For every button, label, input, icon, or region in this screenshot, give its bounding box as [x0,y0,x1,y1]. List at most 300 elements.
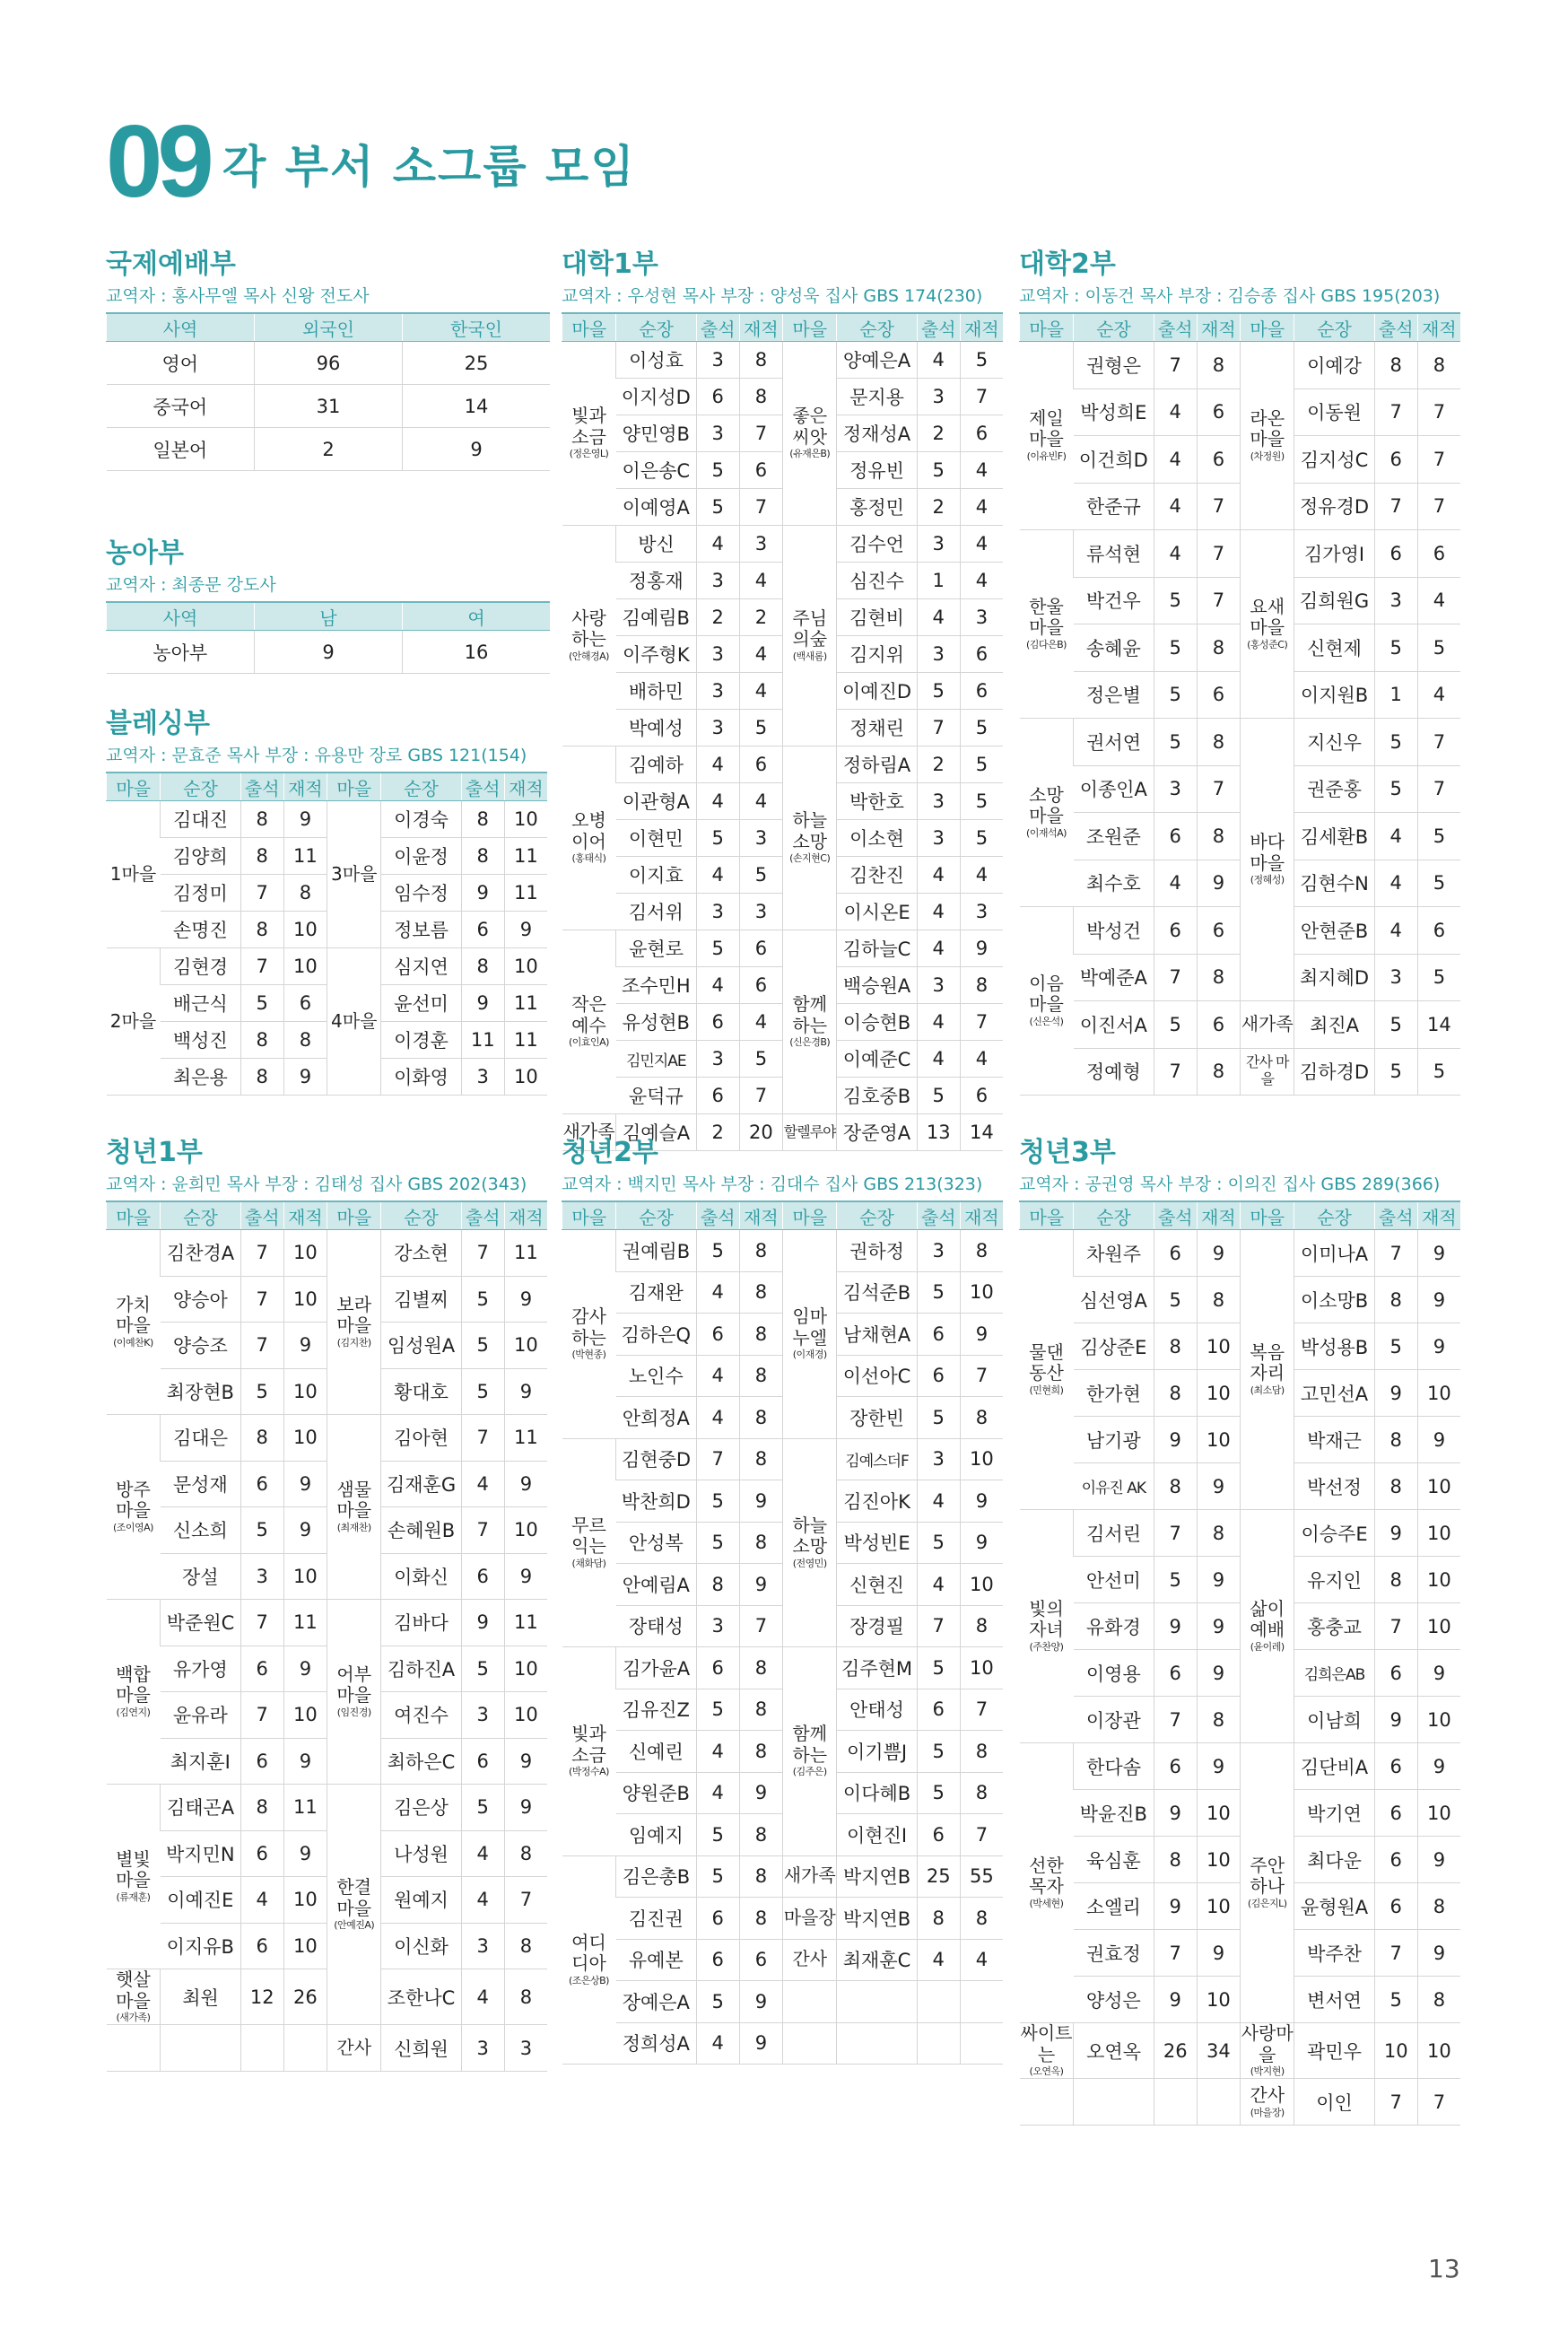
empty-cell [837,1981,917,2023]
enrolled: 7 [960,379,1003,415]
section-title: 대학1부 [562,249,658,280]
table-cell: 9 [255,631,403,674]
enrolled: 8 [1417,1883,1460,1930]
attendance: 1 [917,563,960,599]
column-header: 순장 [1294,1201,1374,1230]
village-name [327,1230,380,1415]
village-leader: (김연지) [116,1706,151,1718]
enrolled: 10 [504,1507,547,1554]
attendance: 4 [696,857,739,894]
attendance: 3 [917,1230,960,1272]
leader-name: 정하림A [837,746,917,783]
enrolled: 9 [739,1772,782,1814]
leader-name: 김가윤A [616,1647,696,1689]
attendance: 6 [917,1689,960,1731]
enrolled: 9 [1417,1837,1460,1883]
leader-name: 권예림B [616,1230,696,1272]
attendance: 9 [1374,1510,1417,1557]
enrolled: 7 [1197,577,1240,624]
attendance: 5 [1154,1277,1197,1323]
table-cell: 중국어 [107,385,255,428]
enrolled: 8 [739,1689,782,1731]
enrolled: 8 [739,1522,782,1564]
village-name-label: 주님 의숲 [792,607,828,650]
leader-name: 김예슬A [616,1114,696,1151]
column-header: 재적 [283,1201,327,1230]
enrolled: 5 [960,710,1003,746]
leader-name: 한가현 [1074,1370,1154,1417]
enrolled: 7 [1417,719,1460,766]
table-row [562,489,1004,526]
leader-name: 나성원 [381,1830,461,1877]
section-staff: 교역자 : 최종문 강도사 [106,575,276,595]
village-name [327,1785,380,2025]
leader-name: 김가영I [1294,530,1374,578]
village-name-label: 간사 [1250,2084,1285,2107]
leader-name: 이성효 [616,342,696,379]
empty-cell [107,2025,161,2072]
leader-name: 이종인A [1074,765,1154,813]
summary-table [106,601,550,674]
leader-name: 정희성A [616,2022,696,2065]
table-row [107,1738,548,1785]
leader-name: 김대은 [161,1415,240,1462]
attendance: 7 [1374,483,1417,530]
attendance: 4 [240,1877,283,1924]
village-name [107,1230,161,1415]
leader-name: 조원준 [1074,813,1154,860]
leader-name: 김단비A [1294,1743,1374,1790]
leader-name: 유화경 [1074,1603,1154,1650]
leader-name: 최재훈C [837,1939,917,1981]
village-name-label: 새가족 [1241,1012,1294,1035]
enrolled: 9 [1197,1603,1240,1650]
village-name-label: 한결 마을 [336,1876,372,1919]
leader-name: 장경필 [837,1605,917,1647]
enrolled: 9 [960,1480,1003,1523]
enrolled: 3 [960,599,1003,636]
leader-name: 김찬경A [161,1230,240,1277]
leader-name: 김석준B [837,1271,917,1314]
attendance: 7 [1154,954,1197,1001]
leader-name: 이인 [1294,2079,1374,2126]
leader-name: 김은총B [616,1855,696,1898]
enrolled: 11 [504,1415,547,1462]
enrolled: 9 [1417,1650,1460,1697]
enrolled: 8 [739,1731,782,1773]
village-leader: (손지현C) [789,852,831,865]
column-header: 재적 [283,773,327,801]
attendance: 2 [917,746,960,783]
attendance: 4 [696,1355,739,1397]
table-row [107,631,551,674]
village-name [107,1600,161,1785]
attendance: 6 [1154,813,1197,860]
enrolled: 9 [283,1646,327,1692]
leader-name: 김민지AE [616,1041,696,1078]
village-name [1020,1230,1074,1510]
leader-name: 이영용 [1074,1650,1154,1697]
leader-name: 장준영A [837,1114,917,1151]
leader-name: 정은별 [1074,671,1154,719]
leader-name: 곽민우 [1294,2023,1374,2079]
leader-name: 김양희 [161,838,240,875]
attendance: 8 [461,948,504,985]
village-name [107,1969,161,2025]
enrolled: 10 [504,1323,547,1369]
enrolled: 10 [283,1276,327,1323]
attendance: 4 [917,342,960,379]
village-name-label: 작은 예수 [571,993,606,1036]
leader-name: 문지용 [837,379,917,415]
leader-name: 류석현 [1074,530,1154,578]
village-name-label: 여디 디아 [571,1931,606,1975]
enrolled: 10 [504,801,547,838]
column-header: 순장 [161,773,240,801]
attendance: 4 [917,1004,960,1041]
attendance: 6 [240,1461,283,1507]
column-header: 마을 [327,773,380,801]
leader-name: 박예준A [1074,954,1154,1001]
village-name [1240,342,1294,530]
attendance: 5 [461,1323,504,1369]
column-header: 재적 [504,1201,547,1230]
table-row [562,673,1004,710]
attendance: 3 [696,563,739,599]
enrolled: 9 [504,1461,547,1507]
attendance: 8 [240,912,283,948]
enrolled: 4 [960,452,1003,489]
leader-name: 박성빈E [837,1522,917,1564]
table-row [562,930,1004,967]
village-name [1240,530,1294,719]
leader-name: 안희정A [616,1397,696,1439]
village-name-label: 싸이트는 [1020,2022,1073,2065]
leader-name: 한준규 [1074,483,1154,530]
attendance: 8 [240,1785,283,1831]
column-header: 마을 [107,1201,161,1230]
table-row [107,1276,548,1323]
leader-name: 김희원G [1294,577,1374,624]
table-row [1020,813,1461,860]
empty-cell [240,2025,283,2072]
attendance: 9 [461,1600,504,1646]
section-c1 [562,249,1003,1151]
attendance: 6 [696,1898,739,1940]
attendance: 7 [1374,2079,1417,2126]
leader-name: 이은송C [616,452,696,489]
leader-name: 변서연 [1294,1977,1374,2023]
leader-name: 신현제 [1294,624,1374,672]
attendance: 5 [696,1230,739,1272]
enrolled: 6 [1197,436,1240,484]
enrolled: 3 [739,820,782,857]
attendance: 6 [917,1814,960,1856]
leader-name: 김재완 [616,1271,696,1314]
enrolled: 10 [1197,1323,1240,1370]
village-leader: (채화담) [571,1557,606,1569]
village-leader: (홍태식) [571,852,606,865]
leader-name: 윤유라 [161,1692,240,1739]
village-leader: (박현종) [571,1349,606,1361]
village-leader: (최재찬) [336,1521,371,1533]
attendance: 10 [1374,2023,1417,2079]
attendance: 7 [696,1438,739,1480]
attendance: 8 [461,838,504,875]
section-title: 청년1부 [106,1137,203,1168]
leader-name: 최하은C [381,1738,461,1785]
table-row [562,599,1004,636]
leader-name: 심지연 [381,948,461,985]
leader-name: 이예진E [161,1877,240,1924]
table-cell: 31 [255,385,403,428]
enrolled: 8 [1417,342,1460,389]
attendance: 8 [917,1898,960,1940]
attendance: 4 [917,894,960,930]
enrolled: 10 [1197,1977,1240,2023]
leader-name: 안예림A [616,1564,696,1606]
enrolled: 9 [1417,1277,1460,1323]
table-cell: 일본어 [107,428,255,471]
village-leader: (전영민) [792,1557,827,1569]
attendance: 3 [696,636,739,673]
attendance: 6 [696,1004,739,1041]
village-leader: (윤이레) [1250,1640,1285,1653]
column-header: 출석 [1374,1201,1417,1230]
attendance: 12 [240,1969,283,2025]
enrolled: 9 [1417,1743,1460,1790]
attendance: 3 [696,342,739,379]
attendance: 8 [1154,1463,1197,1510]
enrolled: 6 [283,985,327,1022]
attendance: 5 [917,673,960,710]
table-row [562,1898,1004,1940]
enrolled: 5 [960,820,1003,857]
table-row [107,1877,548,1924]
leader-name: 양예은A [837,342,917,379]
enrolled: 7 [1417,2079,1460,2126]
leader-name: 안태성 [837,1689,917,1731]
village-leader: (안예진A) [334,1919,375,1932]
leader-name: 백승원A [837,967,917,1004]
village-name [1240,2023,1294,2079]
table-row [107,1600,548,1646]
enrolled: 8 [960,967,1003,1004]
attendance: 3 [461,2025,504,2072]
attendance: 4 [1154,436,1197,484]
village-name [562,1647,616,1856]
village-name-label: 좋은 씨앗 [792,405,828,448]
leader-name: 이소망B [1294,1277,1374,1323]
enrolled: 3 [739,526,782,563]
attendance: 5 [1374,1323,1417,1370]
attendance: 6 [240,1923,283,1969]
leader-name: 정유빈 [837,452,917,489]
leader-name: 김정미 [161,875,240,912]
empty-cell [917,2022,960,2065]
table-row [1020,1837,1461,1883]
table-row [562,1230,1004,1272]
leader-name: 한다솜 [1074,1743,1154,1790]
enrolled: 11 [504,1600,547,1646]
table-row [1020,719,1461,766]
attendance: 4 [1374,907,1417,955]
enrolled: 7 [1417,765,1460,813]
leader-name: 안성복 [616,1522,696,1564]
village-name-label: 임마 누엘 [792,1305,828,1349]
enrolled: 26 [283,1969,327,2025]
column-header: 재적 [504,773,547,801]
enrolled: 9 [283,1830,327,1877]
table-row [1020,342,1461,389]
village-name-label: 샘물 마을 [336,1478,372,1522]
leader-name: 이건희D [1074,436,1154,484]
column-header: 출석 [917,313,960,342]
column-header: 재적 [960,1201,1003,1230]
column-header: 마을 [782,313,836,342]
village-leader: (박지현) [1250,2065,1285,2078]
leader-name: 이미나A [1294,1230,1374,1277]
leader-name: 김하늘C [837,930,917,967]
leader-name: 문성재 [161,1461,240,1507]
attendance: 5 [917,1772,960,1814]
village-name [1020,342,1074,530]
enrolled: 3 [960,894,1003,930]
empty-cell [1154,2079,1197,2126]
village-leader: (신은석) [1029,1015,1064,1027]
enrolled: 10 [283,1415,327,1462]
leader-name: 김태곤A [161,1785,240,1831]
leader-name: 박윤진B [1074,1790,1154,1837]
attendance: 5 [696,930,739,967]
attendance: 6 [1374,1743,1417,1790]
attendance: 5 [1154,1001,1197,1049]
attendance: 7 [461,1415,504,1462]
enrolled: 10 [1197,1837,1240,1883]
leader-name: 이예강 [1294,342,1374,389]
attendance: 8 [240,1059,283,1096]
table-row [1020,1603,1461,1650]
attendance: 5 [1374,719,1417,766]
table-row [562,1078,1004,1114]
enrolled: 9 [283,1461,327,1507]
village-name-label: 간사 [336,2036,372,2058]
village-name [782,1898,836,1940]
leader-name: 이경훈 [381,1022,461,1059]
group-table [106,772,547,1096]
attendance: 8 [240,1415,283,1462]
enrolled: 7 [739,489,782,526]
empty-cell [1197,2079,1240,2126]
attendance: 5 [1374,1048,1417,1096]
village-name-label: 제일 마을 [1029,406,1064,450]
leader-name: 김유진Z [616,1689,696,1731]
table-row [1020,1277,1461,1323]
village-name [782,526,836,746]
village-name-label: 주안 하나 [1250,1854,1285,1898]
attendance: 5 [696,1981,739,2023]
attendance: 8 [1374,1277,1417,1323]
attendance: 7 [240,1600,283,1646]
table-row [562,894,1004,930]
attendance: 5 [917,1731,960,1773]
enrolled: 10 [1417,1510,1460,1557]
enrolled: 6 [1417,907,1460,955]
section-intl [106,249,550,471]
village-name-label: 마을장 [783,1906,836,1928]
attendance: 5 [696,1814,739,1856]
enrolled: 11 [504,875,547,912]
enrolled: 8 [504,1830,547,1877]
attendance: 5 [1154,1557,1197,1603]
enrolled: 55 [960,1855,1003,1898]
leader-name: 남채현A [837,1314,917,1356]
leader-name: 임수정 [381,875,461,912]
enrolled: 10 [504,1646,547,1692]
leader-name: 이소현 [837,820,917,857]
enrolled: 4 [1417,577,1460,624]
village-name-label: 요새 마을 [1250,595,1285,639]
table-row [1020,860,1461,907]
attendance: 4 [1154,530,1197,578]
village-name [1240,1510,1294,1743]
enrolled: 6 [739,452,782,489]
leader-name: 이장관 [1074,1697,1154,1743]
leader-name: 이승주E [1294,1510,1374,1557]
leader-name: 조한나C [381,1969,461,2025]
village-name [782,1939,836,1981]
attendance: 3 [917,783,960,820]
attendance: 3 [917,379,960,415]
enrolled: 9 [1417,1417,1460,1463]
leader-name: 오연옥 [1074,2023,1154,2079]
column-header: 재적 [960,313,1003,342]
attendance: 7 [1374,1603,1417,1650]
enrolled: 10 [283,1877,327,1924]
column-header: 마을 [1240,313,1294,342]
enrolled: 4 [739,563,782,599]
village-leader: (안해경A) [568,650,609,662]
attendance: 6 [461,1553,504,1600]
attendance: 3 [917,1438,960,1480]
table-cell: 14 [403,385,551,428]
attendance: 2 [917,489,960,526]
attendance: 3 [696,673,739,710]
empty-cell [1074,2079,1154,2126]
table-row [562,379,1004,415]
column-header: 출석 [1154,1201,1197,1230]
table-row [107,1415,548,1462]
page-header [106,105,636,219]
table-row [107,1553,548,1600]
leader-name: 신예린 [616,1731,696,1773]
column-header: 순장 [1074,1201,1154,1230]
column-header: 출석 [917,1201,960,1230]
column-header: 남 [255,602,403,631]
village-leader: (김주은) [792,1766,827,1778]
village-name [327,1600,380,1785]
table-row [562,1271,1004,1314]
enrolled: 8 [1197,1697,1240,1743]
leader-name: 박찬희D [616,1480,696,1523]
enrolled: 9 [1197,1557,1240,1603]
empty-cell [960,2022,1003,2065]
leader-name: 김별찌 [381,1276,461,1323]
attendance: 7 [1154,1048,1197,1096]
table-row [1020,907,1461,955]
leader-name: 소엘리 [1074,1883,1154,1930]
enrolled: 4 [960,526,1003,563]
